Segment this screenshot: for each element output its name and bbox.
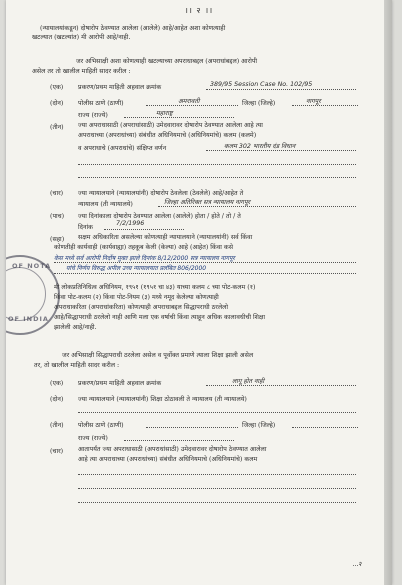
s1-ek-label: (एक) bbox=[50, 84, 64, 91]
page-number: ।। २ ।। bbox=[184, 6, 214, 15]
s1-proceedings-line-2: यांचे निर्णय विरुद्ध अपील उच्च न्यायालयात प्रलंबित 806/2000 bbox=[66, 265, 207, 272]
s2-char-line-1: आतापर्यंत ज्या अपराधासाठी (अपराधांसाठी) उमेदवारावर दोषारोप ठेवण्यात आलेला bbox=[78, 446, 267, 453]
s1-date-line bbox=[104, 229, 184, 230]
s1-state-label: राज्य (राज्ये) bbox=[78, 112, 108, 119]
seal-top-text: OF NOTA bbox=[12, 262, 52, 270]
s1-don-text: पोलीस ठाणे (ठाणी) bbox=[78, 100, 124, 107]
s1-case-number: 389/95 Session Case No. 102/95 bbox=[210, 81, 313, 88]
s2-ek-line bbox=[206, 385, 356, 386]
s1-paach-text: ज्या दिनांकाला दोषारोप ठेवण्यात आलेला (आलेले) होता / होते / तो / ते bbox=[78, 213, 241, 220]
s1-teen-line-a bbox=[206, 150, 356, 151]
section3-intro-1: जर अभिसाक्षी सिद्धापराधी ठरलेला असेल व पूर्वोक्त प्रमाणे त्याला शिक्षा झाली असेल bbox=[62, 352, 254, 359]
s1-teen-line-2: अपराधाच्या (अपराधांच्या) संबंधीत अधिनियमाचे (अधिनियमांचे) कलम (कलमे) bbox=[78, 132, 257, 139]
s1-char-line bbox=[158, 206, 356, 207]
s2-char-line-c bbox=[78, 502, 356, 503]
s1-teen-line-1: ज्या अपराधासाठी (अपराधांसाठी) उमेदवारावर दोषारोप ठेवण्यात आलेला आहे त्या bbox=[78, 122, 263, 129]
s2-state-line bbox=[124, 440, 234, 441]
s2-don-line bbox=[78, 412, 356, 413]
s2-teen-label: (तीन) bbox=[50, 422, 64, 429]
s1-teen-last: व अपराधाचे (अपराधांचे) संक्षिप्त वर्णन bbox=[78, 145, 167, 152]
s1-teen-label: (तीन) bbox=[50, 124, 64, 131]
s2-don-text: ज्या न्यायालयाने (न्यायालयांनी) शिक्षा ठोठावली ते न्यायालय (ती न्यायालये) bbox=[78, 396, 247, 403]
section2-line-1: मी लोकप्रतिनिधित्व अधिनियम, १९५१ (१९५१ चा ४३) याच्या कलम ८ च्या पोट-कलम (१) bbox=[54, 284, 256, 291]
s1-paach-label: (पाच) bbox=[50, 213, 65, 220]
scan-edge bbox=[384, 0, 392, 585]
section2-line-3: अपराधाकरिता (अपराधांकरिता) कोणत्याही अपराधाबद्दल सिद्धापराधी ठरलेलो bbox=[54, 304, 228, 311]
seal-bottom-text: OF INDIA bbox=[8, 315, 49, 323]
section1-intro-2: असेल तर तो खालील माहिती सादर करील : bbox=[32, 68, 131, 75]
s2-char-line-a bbox=[78, 474, 356, 475]
s2-district-line bbox=[292, 427, 358, 428]
s1-don-line bbox=[146, 105, 238, 106]
s1-char-text-2: न्यायालय (ती न्यायालये) bbox=[78, 201, 133, 208]
s1-don-label: (दोन) bbox=[50, 100, 64, 107]
s2-ek-text: प्रकरण/प्रथम माहिती अहवाल क्रमांक bbox=[78, 380, 162, 387]
s1-saha-line-b bbox=[54, 273, 356, 274]
s1-charge-date: 7/2/1996 bbox=[116, 220, 145, 227]
s2-char-line-2: आहे त्या अपराधाच्या (अपराधांच्या) संबंधीत अधिनियमाचे (अधिनियमांचे) कलम bbox=[78, 456, 258, 463]
section3-intro-2: तर, तो खालील माहिती सादर करील : bbox=[34, 362, 120, 369]
section2-line-2: किंवा पोट-कलम (२) किंवा पोट-नियम (३) मध्ये नमूद केलेल्या कोणत्याही bbox=[54, 294, 219, 301]
s1-offence-section: कलम 302 भारतीय दंड विधान bbox=[224, 143, 296, 150]
s1-ek-text: प्रकरण/प्रथम माहिती अहवाल क्रमांक bbox=[78, 84, 162, 91]
s2-char-line-b bbox=[78, 488, 356, 489]
s2-state-label: राज्य (राज्ये) bbox=[78, 435, 108, 442]
intro-line-1: (न्यायालयांकडून) दोषारोप ठेवण्यात आलेला (आलेले) आहे/आहेत अशा कोणत्याही bbox=[40, 25, 226, 32]
intro-line-2: खटल्यात (खटल्यांत) मी आरोपी आहे/नाही. bbox=[32, 34, 131, 41]
section2-line-5: झालेली आहे/नाही. bbox=[54, 324, 97, 331]
s1-district-line bbox=[292, 105, 358, 106]
s2-district-label: जिल्हा (जिल्हे) bbox=[242, 422, 276, 429]
section2-line-4: आहे/सिद्धापराधी ठरलेलो नाही आणि मला एक वर्षाची किंवा त्याहून अधिक कालावधीची शिक्षा bbox=[54, 314, 266, 321]
s2-case-number: लागू होत नाही bbox=[232, 378, 265, 385]
affidavit-page bbox=[6, 0, 392, 585]
s1-saha-line-2: कोणतीही कार्यवाही (कार्यवाह्या) तहकूब केली (केल्या) आहे (आहेत) किंवा कसे bbox=[54, 244, 233, 251]
s2-teen-line bbox=[146, 427, 238, 428]
s1-ek-line bbox=[206, 89, 356, 90]
footer-page-number: ...२ bbox=[352, 560, 362, 568]
s1-date-label: दिनांक bbox=[78, 224, 93, 231]
s1-saha-label: (सहा) bbox=[50, 236, 65, 243]
s1-district-label: जिल्हा (जिल्हे) bbox=[242, 100, 276, 107]
s2-teen-text: पोलीस ठाणे (ठाणी) bbox=[78, 422, 124, 429]
s2-char-label: (चार) bbox=[50, 448, 64, 455]
s1-teen-line-c bbox=[78, 177, 356, 178]
s1-saha-line-1: सक्षम अधिकारिता असलेल्या कोणत्याही न्यायालयाने (न्यायालयांनी) सर्व किंवा bbox=[78, 234, 253, 241]
s1-proceedings-line-1: केस मध्ये सर्व आरोपी निर्दोष मुक्त झाले दिनांक 8/12/2000 सत्र न्यायालय नागपूर bbox=[54, 255, 235, 262]
s1-char-label: (चार) bbox=[50, 190, 64, 197]
s1-char-text-1: ज्या न्यायालयाने (न्यायालयांनी) दोषारोप ठेवलेला (ठेवलेले) आहे/आहेत ते bbox=[78, 190, 244, 197]
s1-saha-line-a bbox=[54, 262, 356, 263]
s1-court: जिल्हा अतिरिक्त सत्र न्यायालय नागपूर bbox=[164, 199, 251, 206]
s1-police-station: अमरावती bbox=[178, 98, 200, 105]
s1-state-line bbox=[124, 117, 234, 118]
s2-don-label: (दोन) bbox=[50, 396, 64, 403]
s1-state: महाराष्ट्र bbox=[156, 110, 173, 117]
section1-intro-1: जर अभिसाक्षी अशा कोणत्याही खटल्याच्या अपराधाबद्दल (अपराधांबद्दल) आरोपी bbox=[76, 58, 258, 65]
s1-teen-line-b bbox=[78, 164, 356, 165]
s1-district: नागपूर bbox=[306, 98, 321, 105]
s2-ek-label: (एक) bbox=[50, 380, 64, 387]
